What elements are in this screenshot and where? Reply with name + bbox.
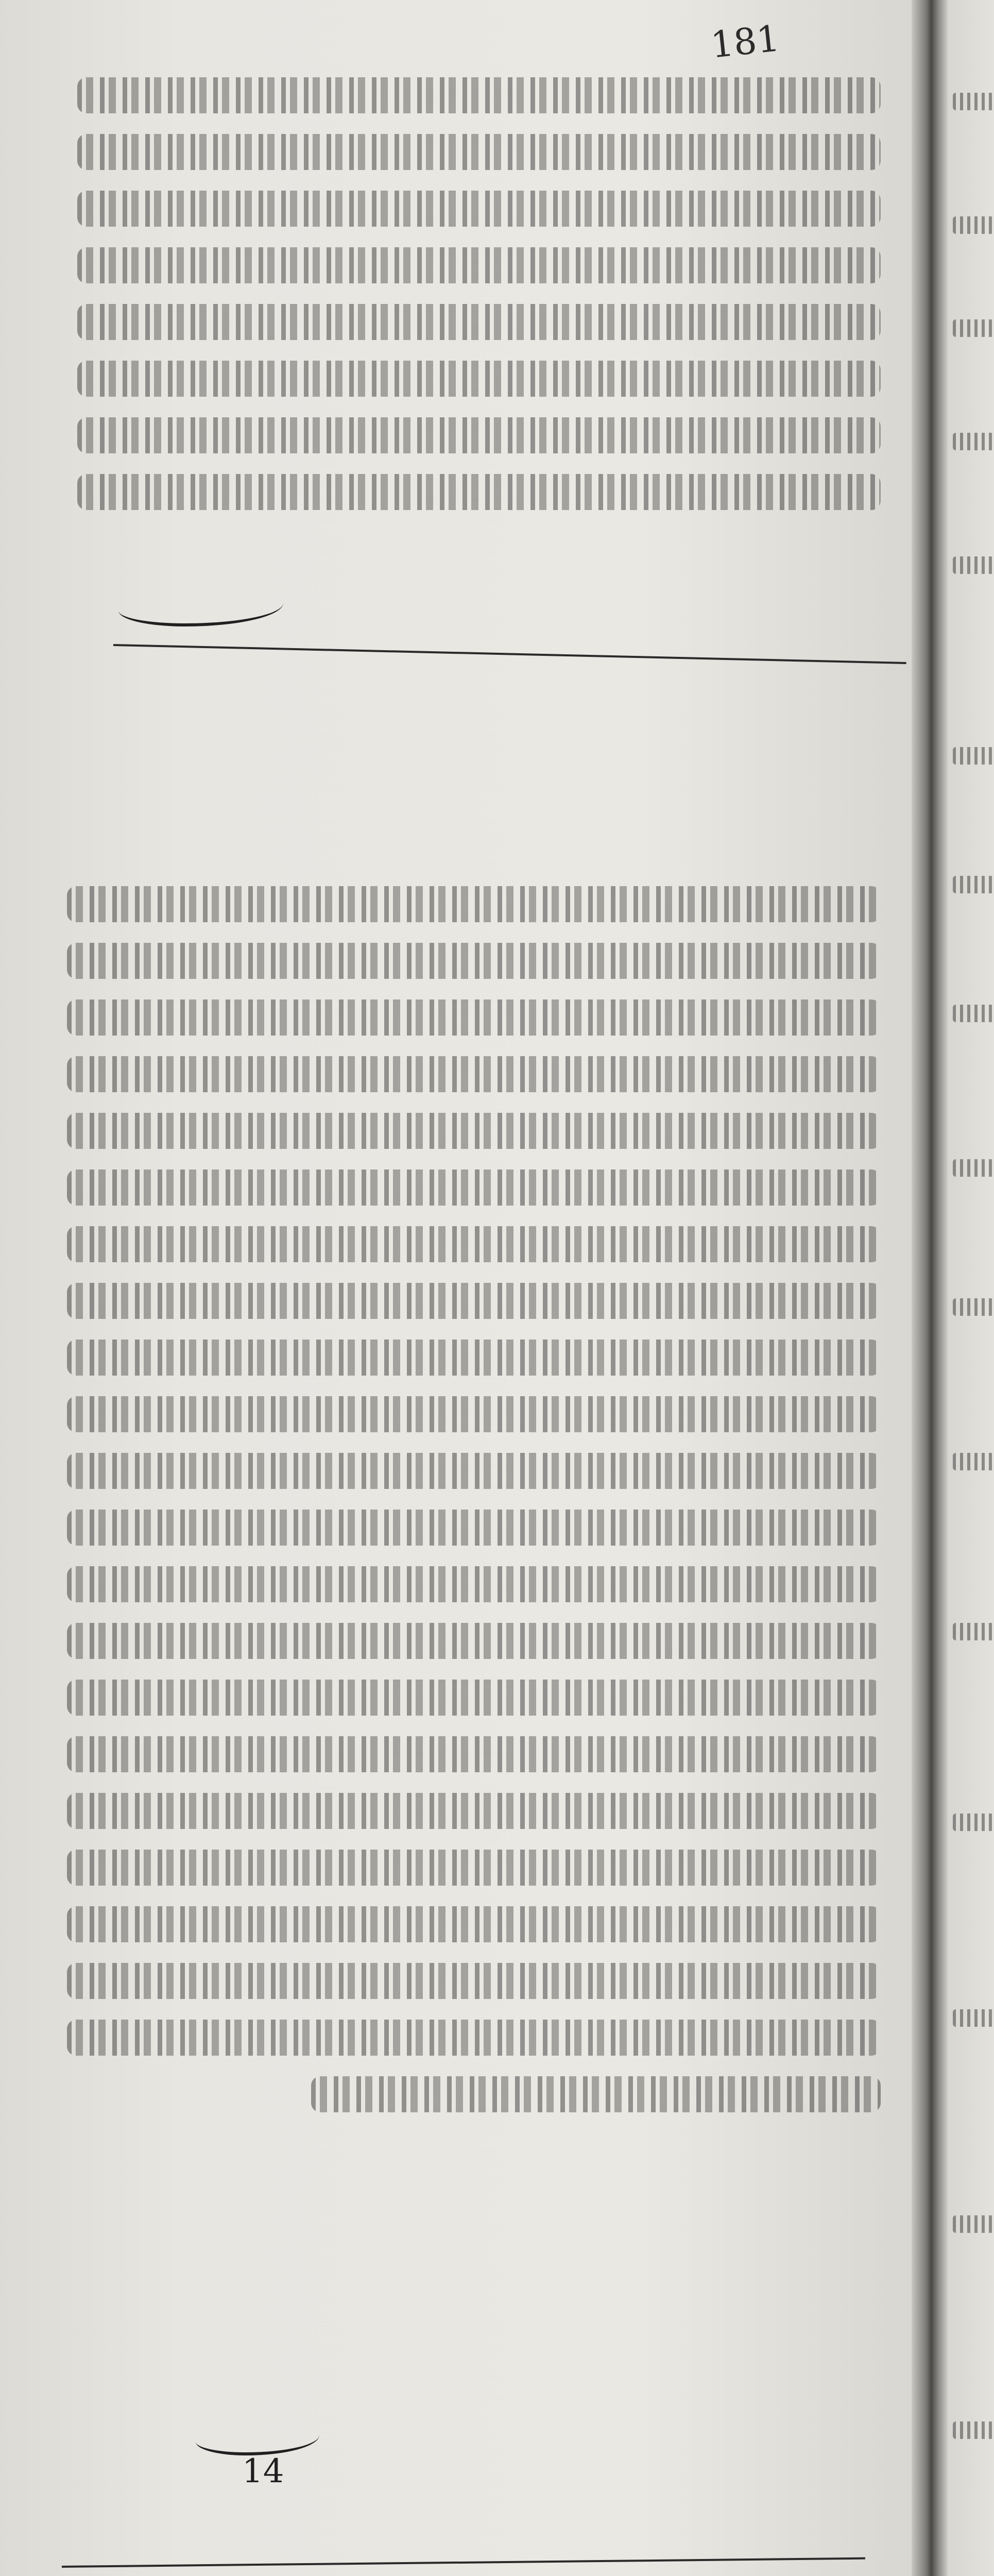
handwritten-line: [77, 417, 881, 453]
handwritten-line: [67, 1396, 881, 1432]
handwritten-line: [77, 191, 881, 227]
handwritten-line: [67, 1510, 881, 1546]
entry-2-text: [67, 886, 881, 2133]
handwritten-line: [67, 1963, 881, 1999]
handwritten-line: [67, 1170, 881, 1206]
adjacent-text-fragment: [953, 1453, 994, 1470]
handwritten-line: [67, 886, 881, 922]
adjacent-text-fragment: [953, 433, 994, 450]
handwritten-line: [77, 247, 881, 283]
handwritten-line: [67, 1453, 881, 1489]
adjacent-text-fragment: [953, 1814, 994, 1831]
adjacent-text-fragment: [953, 319, 994, 337]
binding-gutter: [912, 0, 948, 2576]
folio-number: 181: [709, 17, 782, 66]
handwritten-line: [67, 1736, 881, 1772]
adjacent-text-fragment: [953, 2421, 994, 2439]
adjacent-text-fragment: [953, 747, 994, 765]
handwritten-line: [67, 943, 881, 979]
adjacent-text-fragment: [953, 1623, 994, 1640]
handwritten-line: [77, 361, 881, 397]
handwritten-line: [67, 1793, 881, 1829]
handwritten-line: [67, 999, 881, 1036]
entry-1-text: [77, 77, 881, 531]
divider-line: [113, 644, 906, 664]
handwritten-line: [67, 1340, 881, 1376]
handwritten-line: [67, 1113, 881, 1149]
handwritten-line: [67, 1906, 881, 1942]
adjacent-text-fragment: [953, 876, 994, 893]
handwritten-line: [67, 1566, 881, 1602]
handwritten-line: [67, 2020, 881, 2056]
entry-2-date-day: 14: [242, 2452, 284, 2490]
adjacent-text-fragment: [953, 2009, 994, 2027]
adjacent-page-edge: [948, 0, 994, 2576]
handwritten-line: [77, 474, 881, 510]
handwritten-line: [67, 1680, 881, 1716]
divider-line: [62, 2557, 865, 2568]
adjacent-text-fragment: [953, 556, 994, 574]
handwritten-line: [77, 304, 881, 340]
handwritten-line: [77, 134, 881, 170]
handwritten-line: [67, 1850, 881, 1886]
handwritten-line: [67, 1226, 881, 1262]
adjacent-text-fragment: [953, 1159, 994, 1177]
adjacent-text-fragment: [953, 93, 994, 110]
handwritten-line: [67, 1623, 881, 1659]
adjacent-text-fragment: [953, 216, 994, 234]
signature-flourish: [196, 2421, 319, 2455]
adjacent-text-fragment: [953, 1005, 994, 1022]
adjacent-text-fragment: [953, 2215, 994, 2233]
signature-flourish: [118, 587, 283, 626]
handwritten-line: [67, 1056, 881, 1092]
adjacent-text-fragment: [953, 1298, 994, 1316]
handwritten-line: [77, 77, 881, 113]
handwritten-line: [311, 2076, 881, 2112]
handwritten-line: [67, 1283, 881, 1319]
